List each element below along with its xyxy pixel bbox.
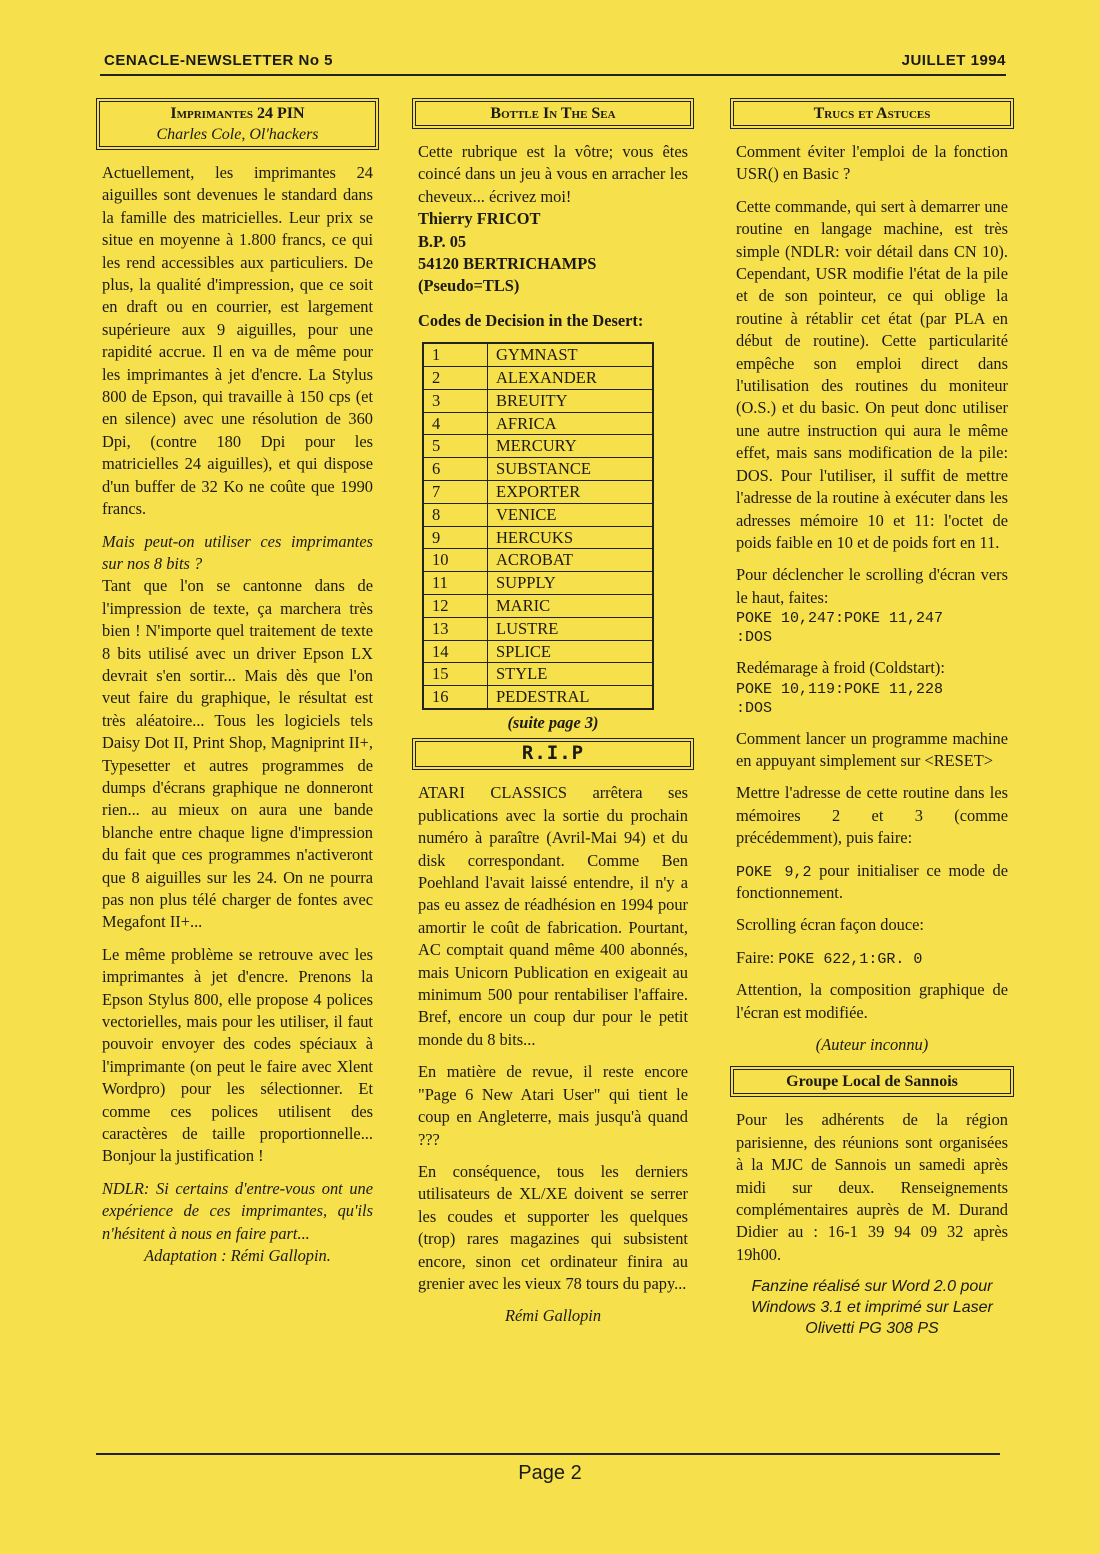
page-header: [104, 52, 1006, 72]
paragraph: Tant que l'on se cantonne dans de l'impression de texte, ça marchera très bien ! N'importe quel traitement de texte 8 bits utilisé avec un driver Epson LX devrait s'en sortir... Mais dès que l'on veut faire du graphique, le résultat est très aléatoire... Tous les logiciels tels Daisy Dot II, Print Shop, Magniprint II+, Typesetter et autres programmes de dumps d'écrans graphique ne donneront rien... au mieux on aura une bande blanche entre chaque ligne d'impression du fait que ces programmes n'activeront que 8 aiguilles sur les 24. On ne pourra pas non plus télé charger de fontes avec Megafont II+...: [102, 576, 373, 932]
page-number: Page 2: [518, 1462, 582, 1484]
code-line: :DOS: [736, 699, 773, 717]
table-row: [423, 503, 653, 526]
code-word: ACROBAT: [488, 549, 654, 572]
rip-title: R.I.P: [521, 742, 585, 765]
table-row: [423, 549, 653, 572]
rip-title-box: [412, 738, 694, 770]
paragraph: Le même problème se retrouve avec les imprimantes à jet d'encre. Prenons la Epson Stylus 800, elle propose 4 polices vectorielles, mais pour les utiliser, il faut pouvoir envoyer des codes spéciaux à l'imprimante (on peut le faire avec Xlent Wordpro) pour les sélectionner. Et comme ces polices utilisent des caractères de taille proportionnelle... Bonjour la justification !: [102, 944, 373, 1166]
codes-title: Codes de Decision in the Desert:: [418, 310, 644, 330]
code-number: 13: [423, 617, 488, 640]
paragraph: ATARI CLASSICS arrêtera ses publications avec la sortie du prochain numéro à paraître (Avril-Mai 94) et du disk correspondant. Comme Ben Poehland l'avait laissé entendre, il n'y a pas eu assez de réadhésion en 1994 pour amortir le coût de fabrication. Pourtant, AC comptait quand même 400 abonnés, mais Unicorn Publication en exigeait au minimum 500 pour rentabiliser l'affaire. Bref, encore un coup dur pour le petit monde du 8 bits...: [418, 783, 688, 1049]
paragraph: [736, 860, 1008, 905]
adaptation-credit: Adaptation : Rémi Gallopin.: [144, 1246, 331, 1266]
code-number: 5: [423, 435, 488, 458]
code-number: 6: [423, 458, 488, 481]
group-title-box: [730, 1066, 1014, 1097]
address-line: 54120 BERTRICHAMPS: [418, 254, 597, 274]
code-word: ALEXANDER: [488, 367, 654, 390]
table-row: [423, 617, 653, 640]
paragraph: Scrolling écran façon douce:: [736, 915, 924, 935]
group-title: Groupe Local de Sannois: [786, 1073, 958, 1091]
code-number: 3: [423, 389, 488, 412]
article-title: Bottle In The Sea: [490, 105, 616, 122]
paragraph: Redémarage à froid (Coldstart):: [736, 658, 945, 678]
code-number: 9: [423, 526, 488, 549]
code-word: SUPPLY: [488, 572, 654, 595]
table-row: [423, 435, 653, 458]
table-row: [423, 686, 653, 709]
code-number: 10: [423, 549, 488, 572]
table-row: [423, 595, 653, 618]
code-word: MERCURY: [488, 435, 654, 458]
code-inline: POKE 9,2: [736, 863, 812, 881]
code-line: :DOS: [736, 629, 773, 647]
paragraph: Attention, la composition graphique de l'écran est modifiée.: [736, 980, 1008, 1022]
column-imprimantes: [96, 98, 379, 1278]
contact-address: [418, 208, 688, 298]
header-rule: [100, 74, 1006, 76]
code-number: 16: [423, 686, 488, 709]
table-row: [423, 343, 653, 366]
code-number: 4: [423, 412, 488, 435]
column-trucs: [730, 98, 1014, 1339]
table-row: [423, 572, 653, 595]
table-row: [423, 412, 653, 435]
code-number: 2: [423, 367, 488, 390]
paragraph: Mettre l'adresse de cette routine dans les mémoires 2 et 3 (comme précédemment), puis faire:: [736, 783, 1008, 848]
article-title-box: [96, 98, 379, 150]
fanzine-credit: Fanzine réalisé sur Word 2.0 pour Windows 3.1 et imprimé sur Laser Olivetti PG 308 PS: [751, 1278, 993, 1338]
code-word: VENICE: [488, 503, 654, 526]
article-title-box: [730, 98, 1014, 129]
paragraph: Cette rubrique est la vôtre; vous êtes coincé dans un jeu à vous en arracher les cheveux... écrivez moi!: [418, 142, 688, 206]
author-note: (Auteur inconnu): [815, 1035, 929, 1054]
issue-date: JUILLET 1994: [901, 52, 1006, 69]
article-title: Imprimantes 24 PIN: [170, 105, 305, 122]
paragraph: Pour déclencher le scrolling d'écran vers le haut, faites:: [736, 565, 1008, 607]
table-row: [423, 663, 653, 686]
code-number: 8: [423, 503, 488, 526]
paragraph-text: pour initialiser ce mode de fonctionnement.: [736, 860, 1008, 902]
code-word: PEDESTRAL: [488, 686, 654, 709]
code-word: AFRICA: [488, 412, 654, 435]
table-row: [423, 389, 653, 412]
column-bottle: [412, 98, 694, 1338]
suite-note: (suite page 3): [507, 713, 599, 732]
code-word: EXPORTER: [488, 481, 654, 504]
article-title: Trucs et Astuces: [813, 105, 931, 122]
table-row: [423, 526, 653, 549]
code-number: 1: [423, 343, 488, 366]
address-line: B.P. 05: [418, 231, 467, 251]
code-inline: POKE 622,1:GR. 0: [778, 950, 923, 968]
address-line: Thierry FRICOT: [418, 209, 541, 229]
code-number: 12: [423, 595, 488, 618]
address-line: (Pseudo=TLS): [418, 276, 520, 296]
newsletter-title: CENACLE-NEWSLETTER No 5: [104, 52, 333, 69]
question: Mais peut-on utiliser ces imprimantes sur nos 8 bits ?: [102, 531, 373, 573]
paragraph: Cette commande, qui sert à demarrer une routine en langage machine, est très simple (NDLR: voir détail dans CN 10). Cependant, USR modifie l'état de la pile et de son pointeur, ce qui oblige la routine à rétablir cet état (par PLA en début de routine). Cette particularité empêche son emploi direct dans l'utilisation des routines du moniteur (O.S.) et du basic. On peut donc utiliser une autre instruction qui aura le même effet, mais sans modification de la pile: DOS. Pour l'utiliser, il suffit de mettre l'adresse de la routine à exécuter dans les adresses mémoire 10 et 11: l'octet de poids faible en 10 et de poids fort en 11.: [736, 196, 1008, 552]
code-word: SPLICE: [488, 640, 654, 663]
paragraph: Comment lancer un programme machine en appuyant simplement sur <RESET>: [736, 728, 1008, 770]
article-byline: Charles Cole, Ol'hackers: [156, 126, 319, 143]
article-title-box: [412, 98, 694, 129]
paragraph: Comment éviter l'emploi de la fonction USR() en Basic ?: [736, 142, 1008, 184]
footer-rule: [96, 1453, 1000, 1455]
signature: Rémi Gallopin: [504, 1306, 602, 1326]
paragraph-text: Faire:: [736, 947, 775, 967]
code-word: STYLE: [488, 663, 654, 686]
code-word: SUBSTANCE: [488, 458, 654, 481]
ndlr-note: NDLR: Si certains d'entre-vous ont une expérience de ces imprimantes, qu'ils n'hésitent à nous en faire part...: [102, 1178, 373, 1243]
code-word: MARIC: [488, 595, 654, 618]
table-row: [423, 458, 653, 481]
paragraph: Pour les adhérents de la région parisienne, des réunions sont organisées à la MJC de Sannois un samedi après midi sur deux. Renseignements complémentaires auprès de M. Durand Didier au : 16-1 39 94 09 32 après 19h00.: [736, 1110, 1008, 1264]
code-line: POKE 10,119:POKE 11,228: [736, 680, 944, 698]
table-row: [423, 481, 653, 504]
code-word: BREUITY: [488, 389, 654, 412]
code-number: 15: [423, 663, 488, 686]
paragraph: [736, 947, 1008, 969]
paragraph: En conséquence, tous les derniers utilisateurs de XL/XE doivent se serrer les coudes et supporter les quelques (trop) rares magazines qui subsistent encore, sinon cet ordinateur finira au grenier avec les vieux 78 tours du papy...: [418, 1161, 688, 1293]
code-word: LUSTRE: [488, 617, 654, 640]
code-number: 14: [423, 640, 488, 663]
code-word: HERCUKS: [488, 526, 654, 549]
code-number: 11: [423, 572, 488, 595]
code-number: 7: [423, 481, 488, 504]
codes-table: [422, 342, 654, 710]
paragraph: En matière de revue, il reste encore "Page 6 New Atari User" qui tient le coup en Angleterre, mais jusqu'à quand ???: [418, 1062, 688, 1149]
paragraph: Actuellement, les imprimantes 24 aiguilles sont devenues le standard dans la famille des matricielles. Leur prix se situe en moyenne à 1.800 francs, ce qui les rend accessibles aux particuliers. De plus, la qualité d'impression, que ce soit en draft ou en courrier, est largement supérieure aux 9 aiguilles, pour une rapidité accrue. Il en va de même pour les imprimantes à jet d'encre. La Stylus 800 de Epson, qui travaille à 150 cps (et en silence) avec une résolution de 360 Dpi, (contre 180 Dpi pour les matricielles 24 aiguilles), et qui dispose d'un buffer de 32 Ko ne coûte que 1990 francs.: [102, 163, 373, 519]
table-row: [423, 640, 653, 663]
code-word: GYMNAST: [488, 343, 654, 366]
code-line: POKE 10,247:POKE 11,247: [736, 610, 944, 628]
table-row: [423, 367, 653, 390]
